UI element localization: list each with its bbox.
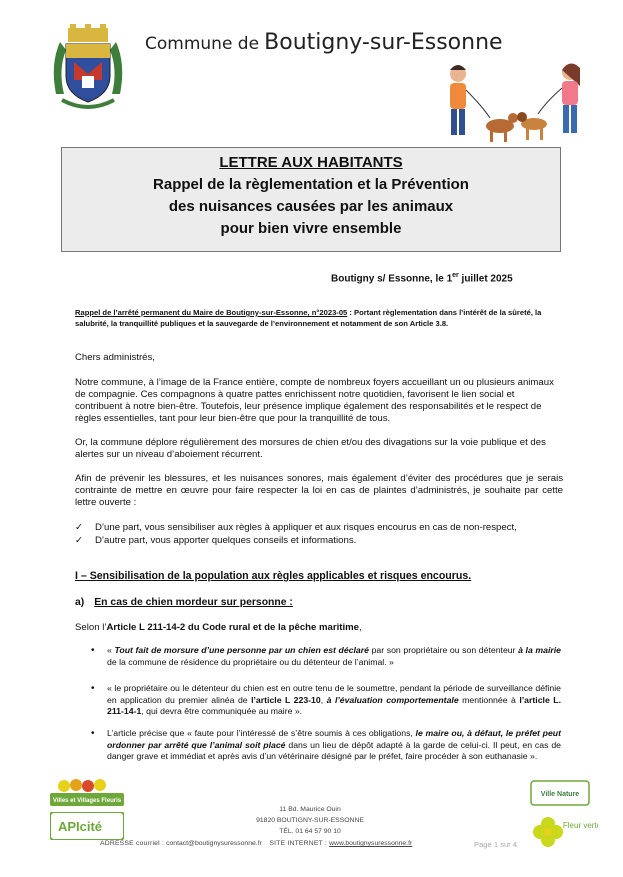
ville-nature-logo-text: Ville Nature <box>540 791 580 798</box>
fleur-verte-logo <box>530 808 598 852</box>
section-heading: I – Sensibilisation de la population aux règles applicables et risques encourus. <box>75 570 472 582</box>
bullet2-f: l’article L. 211-14-1 <box>107 694 561 716</box>
bullet1-b: Tout fait de morsure d’une personne par un chien est déclaré <box>114 645 369 655</box>
dateline-post: juillet 2025 <box>458 273 513 285</box>
bullet-icon: • <box>91 728 95 739</box>
bullet2-g: , qui devra être communiquée au maire ». <box>141 706 303 716</box>
footer-email-label: ADRESSE courriel : <box>100 840 167 847</box>
bullet2-c: , <box>320 694 327 705</box>
bullet-icon: • <box>91 683 95 694</box>
footer-email-link[interactable]: contact@boutignysuressonne.fr <box>166 840 262 847</box>
dateline <box>331 272 513 284</box>
article-intro-post: , <box>359 622 362 633</box>
fleur-verte-logo-text: Fleur verte <box>562 821 598 830</box>
commune-title <box>145 30 503 55</box>
bullet-item-2 <box>107 683 561 718</box>
paragraph-1: Notre commune, à l’image de la France entière, compte de nombreux foyers accueillant un ou plusieurs animaux de compagnie. Ces compagnons à quatre pattes enrichissent notre quotidien, favorisent le lien social et contribuent à notre bien-être. Toutefois, leur présence implique également des responsabilités et le respect de règles essentielles, tant pour leur bien-être que pour la tranquillité de tous. <box>75 377 554 424</box>
page-number: Page 1 sur 4 <box>474 840 518 849</box>
bullet-item-1 <box>107 645 561 668</box>
vvf-logo-text: Villes et Villages Fleuris <box>52 798 122 804</box>
bullet1-c: par son propriétaire ou son détenteur <box>368 645 519 655</box>
article-intro-bold: Article L 211-14-2 du Code rural et de la pêche maritime <box>106 622 360 633</box>
subsection-heading <box>75 597 293 608</box>
subsection-title: En cas de chien mordeur sur personne : <box>94 597 293 608</box>
banner-subtitle-line-1: Rappel de la règlementation et la Prévention <box>153 176 469 193</box>
ville-nature-logo <box>530 780 590 806</box>
decree-reference <box>75 307 563 329</box>
checkmark-icon: ✓ <box>75 535 84 546</box>
apicite-logo-text: APIcité <box>57 819 103 834</box>
bullet3-b: le maire ou, à défaut, le préfet peut ordonner par arrêté que l’animal soit placé <box>107 728 561 750</box>
subsection-letter: a) <box>75 597 85 608</box>
decree-reference-title: Rappel de l’arrêté permanent du Maire de Boutigny-sur-Essonne, n°2023-05 <box>75 308 348 317</box>
commune-prefix: Commune de <box>145 34 260 54</box>
footer-site-link[interactable]: www.boutignysuressonne.fr <box>329 840 413 847</box>
banner-title: LETTRE AUX HABITANTS <box>219 154 403 171</box>
article-intro <box>75 622 563 634</box>
decree-reference-text: : Portant règlementation dans l’intérêt de la sûreté, la salubrité, la tranquillité publiques et la sauvegarde de l’environnement et notamment de son Article 3.8. <box>75 308 542 328</box>
greeting: Chers administrés, <box>75 352 155 363</box>
villes-villages-fleuris-logo <box>50 778 124 808</box>
commune-crest-logo <box>48 24 128 110</box>
bullet-item-3 <box>107 728 561 763</box>
checklist-item-1 <box>75 522 517 534</box>
paragraph-2: Or, la commune déplore régulièrement des morsures de chien et/ou des divagations sur la voie publique et des alertes sur un niveau d’aboiement récurrent. <box>75 437 546 460</box>
banner-subtitle-line-2: des nuisances causées par les animaux <box>168 198 454 215</box>
footer-site-label: SITE INTERNET : <box>269 840 330 847</box>
footer-contact-line <box>100 840 412 847</box>
dateline-pre: Boutigny s/ Essonne, le 1 <box>331 273 453 285</box>
bullet1-a: « <box>107 645 115 655</box>
checklist-item-2 <box>75 535 356 547</box>
bullet2-b: l’article L 223-10 <box>251 694 321 705</box>
checklist-item-text: D’autre part, vous apporter quelques conseils et informations. <box>95 535 357 546</box>
title-banner <box>61 147 561 252</box>
bullet3-a: L’article précise que « faute pour l’intéressé de s’être soumis à ces obligations, <box>107 728 416 738</box>
bullet2-d: à l’évaluation comportementale <box>326 694 459 705</box>
footer-address-line-2: 91820 BOUTIGNY-SUR-ESSONNE <box>256 817 364 824</box>
commune-name: Boutigny-sur-Essonne <box>264 30 503 55</box>
footer-phone: TÉL. 01 64 57 90 10 <box>279 828 341 835</box>
bullet-icon: • <box>91 645 95 656</box>
people-walking-dogs-illustration <box>438 56 598 148</box>
bullet2-a: « le propriétaire ou le détenteur du chien est en outre tenu de le soumettre, pendant la période de surveillance définie en application du premier alinéa de <box>107 683 561 705</box>
dateline-sup: er <box>452 272 459 279</box>
bullet1-d: à la mairie <box>518 645 561 655</box>
banner-subtitle-line-3: pour bien vivre ensemble <box>220 220 402 237</box>
paragraph-3: Afin de prévenir les blessures, et les nuisances sonores, mais également d’éviter des procédures que je serais contrainte de mettre en œuvre pour faire respecter la loi en cas de plaintes d’administrés, je souhaite par cette lettre ouverte : <box>75 473 563 508</box>
checklist-item-text: D’une part, vous sensibiliser aux règles à appliquer et aux risques encourus en cas de non-respect, <box>95 522 517 533</box>
apicite-logo <box>50 812 124 840</box>
checkmark-icon: ✓ <box>75 522 84 533</box>
bullet1-e: de la commune de résidence du propriétaire ou du détenteur de l’animal. » <box>107 656 394 667</box>
bullet2-e: mentionnée à <box>458 694 520 705</box>
footer-address-line-1: 11 Bd. Maurice Ouin <box>279 806 341 813</box>
bullet3-c: dans un lieu de dépôt adapté à la garde de celui-ci. Il peut, en cas de danger grave et immédiat et après avis d’un vétérinaire désigné par le préfet, faire procéder à son euthanasie ». <box>107 739 561 761</box>
article-intro-pre: Selon l’ <box>75 622 107 633</box>
